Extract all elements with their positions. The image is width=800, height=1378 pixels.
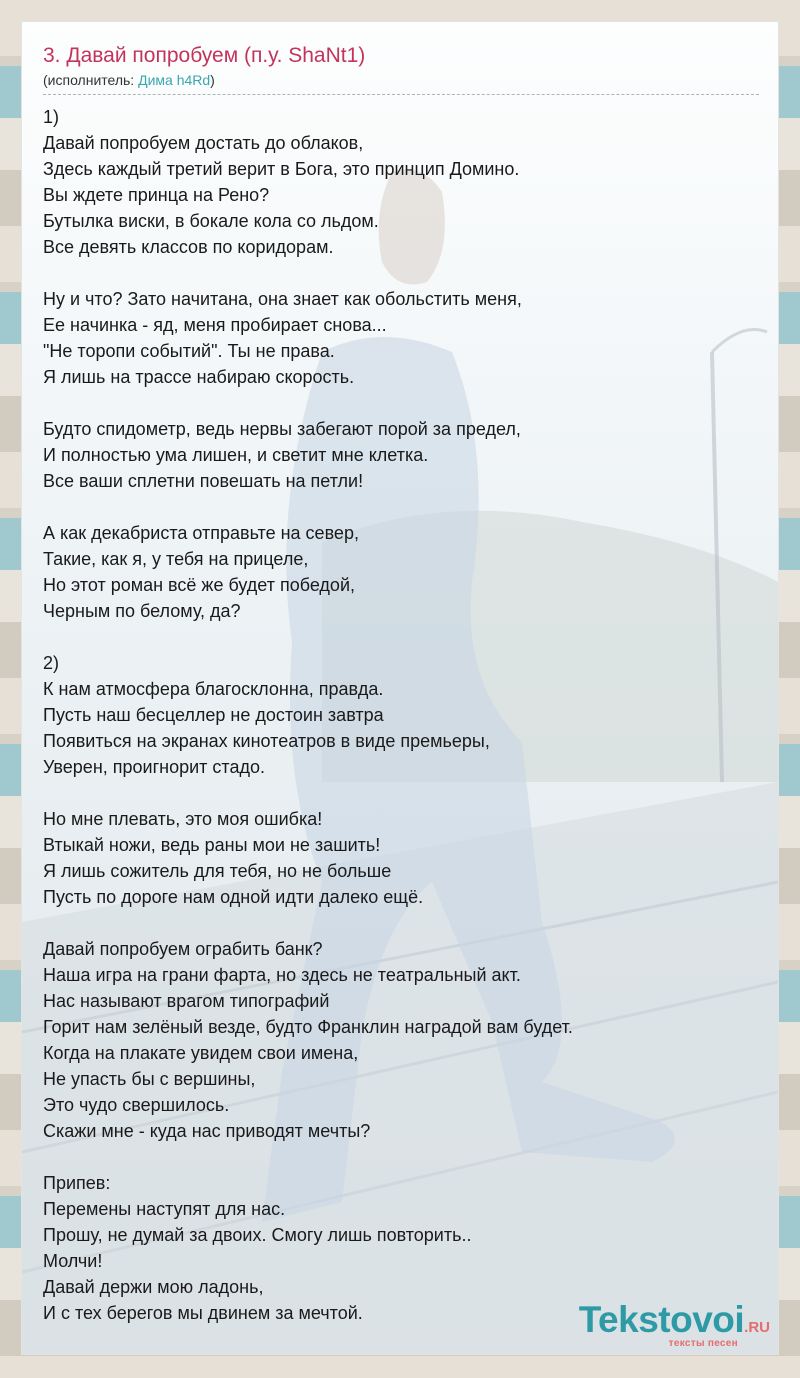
performer-suffix: )	[210, 72, 215, 88]
verse-gap	[43, 260, 759, 286]
verse-gap	[43, 1144, 759, 1170]
verse-gap	[43, 624, 759, 650]
lyric-line: Скажи мне - куда нас приводят мечты?	[43, 1121, 371, 1141]
lyric-line: Такие, как я, у тебя на прицеле,	[43, 549, 309, 569]
lyric-line: Вы ждете принца на Рено?	[43, 185, 270, 205]
lyric-line: Перемены наступят для нас.	[43, 1199, 286, 1219]
lyric-line: Будто спидометр, ведь нервы забегают порой за предел,	[43, 419, 521, 439]
lyric-line: Все ваши сплетни повешать на петли!	[43, 471, 364, 491]
lyric-line: Но мне плевать, это моя ошибка!	[43, 809, 323, 829]
lyric-line: Пусть по дороге нам одной идти далеко ещё.	[43, 887, 424, 907]
lyric-line: Уверен, проигнорит стадо.	[43, 757, 265, 777]
lyric-line: Здесь каждый третий верит в Бога, это принцип Домино.	[43, 159, 520, 179]
lyric-line: "Не торопи событий". Ты не права.	[43, 341, 335, 361]
lyric-line: Все девять классов по коридорам.	[43, 237, 334, 257]
verse-gap	[43, 494, 759, 520]
logo-wordmark: Tekstovoi	[578, 1299, 745, 1340]
lyric-line: Горит нам зелёный везде, будто Франклин наградой вам будет.	[43, 1017, 573, 1037]
lyrics-card	[22, 22, 778, 1354]
lyric-line: Но этот роман всё же будет победой,	[43, 575, 356, 595]
performer-link[interactable]: Дима h4Rd	[138, 72, 211, 88]
lyric-line: 1)	[43, 107, 60, 127]
song-title: 3. Давай попробуем (п.у. ShaNt1)	[43, 44, 366, 67]
lyric-line: Прошу, не думай за двоих. Смогу лишь повторить..	[43, 1225, 472, 1245]
lyric-line: 2)	[43, 653, 60, 673]
lyric-line: Ну и что? Зато начитана, она знает как обольстить меня,	[43, 289, 522, 309]
verse-gap	[43, 390, 759, 416]
verse-gap	[43, 780, 759, 806]
lyric-line: Давай попробуем достать до облаков,	[43, 133, 364, 153]
lyric-line: Я лишь сожитель для тебя, но не больше	[43, 861, 392, 881]
lyric-line: Втыкай ножи, ведь раны мои не зашить!	[43, 835, 381, 855]
lyrics-body	[43, 104, 759, 1326]
site-logo[interactable]	[570, 1300, 770, 1352]
lyric-line: Нас называют врагом типографий	[43, 991, 330, 1011]
lyric-line: Это чудо свершилось.	[43, 1095, 230, 1115]
lyrics-content	[43, 42, 759, 1326]
lyric-line: Не упасть бы с вершины,	[43, 1069, 256, 1089]
verse-gap	[43, 910, 759, 936]
logo-tld: .RU	[744, 1319, 770, 1336]
lyric-line: Я лишь на трассе набираю скорость.	[43, 367, 355, 387]
lyric-line: Появиться на экранах кинотеатров в виде премьеры,	[43, 731, 490, 751]
lyric-line: Наша игра на грани фарта, но здесь не театральный акт.	[43, 965, 521, 985]
lyric-line: А как декабриста отправьте на север,	[43, 523, 359, 543]
lyric-line: Пусть наш бесцеллер не достоин завтра	[43, 705, 384, 725]
lyric-line: Когда на плакате увидем свои имена,	[43, 1043, 359, 1063]
lyric-line: Бутылка виски, в бокале кола со льдом.	[43, 211, 379, 231]
lyric-line: Черным по белому, да?	[43, 601, 241, 621]
performer-prefix: (исполнитель:	[43, 72, 139, 88]
lyric-line: Давай попробуем ограбить банк?	[43, 939, 323, 959]
logo-tagline: тексты песен	[668, 1338, 738, 1349]
lyric-line: И с тех берегов мы двинем за мечтой.	[43, 1303, 363, 1323]
lyric-line: И полностью ума лишен, и светит мне клетка.	[43, 445, 429, 465]
lyric-line: Молчи!	[43, 1251, 103, 1271]
lyric-line: К нам атмосфера благосклонна, правда.	[43, 679, 384, 699]
lyric-line: Ее начинка - яд, меня пробирает снова...	[43, 315, 387, 335]
performer-line	[43, 70, 759, 95]
lyric-line: Припев:	[43, 1173, 111, 1193]
lyric-line: Давай держи мою ладонь,	[43, 1277, 264, 1297]
